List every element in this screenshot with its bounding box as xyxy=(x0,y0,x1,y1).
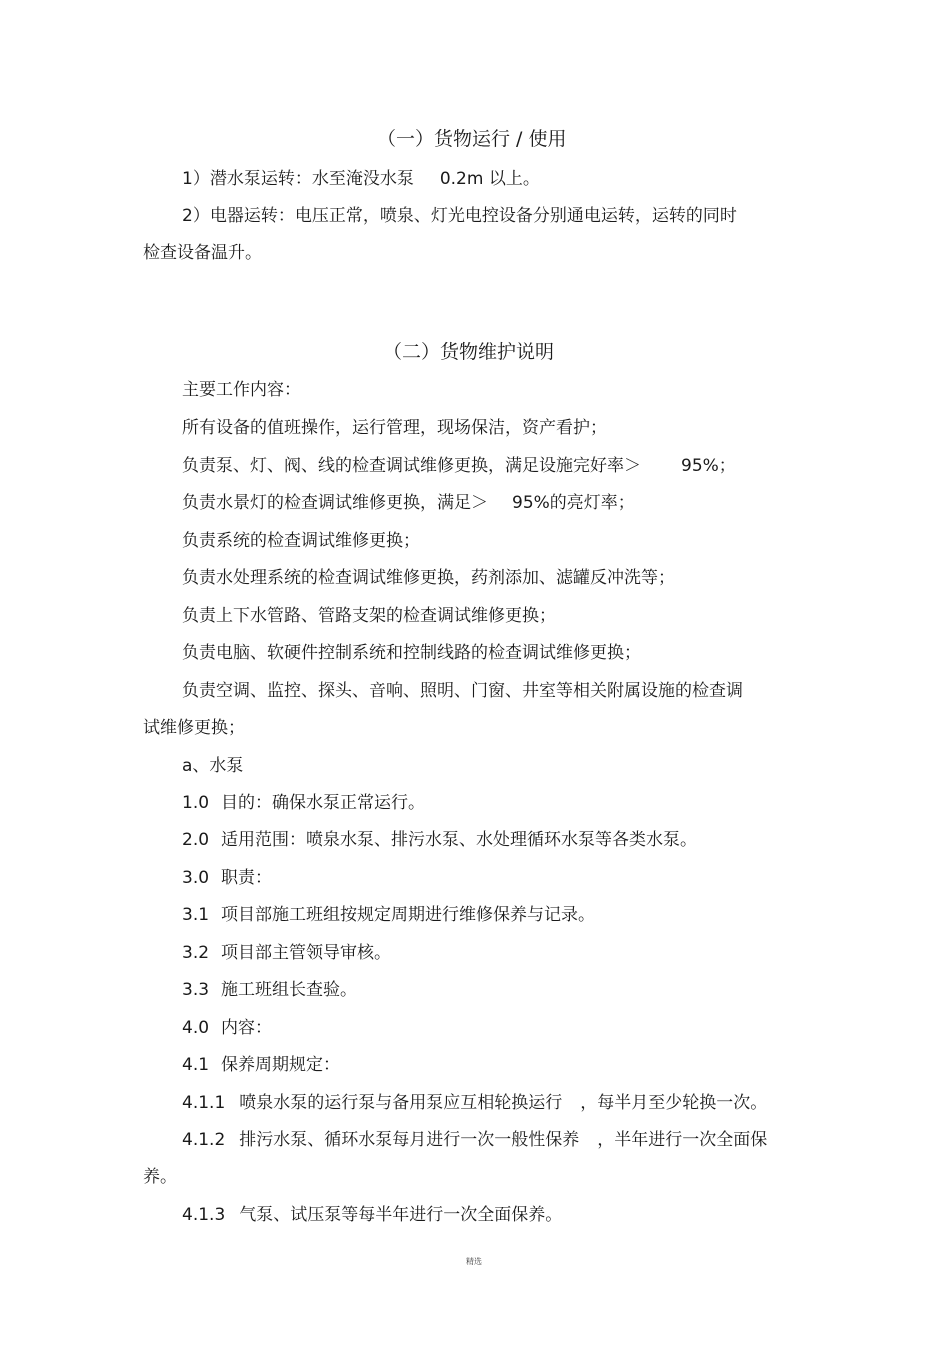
section1-item1 xyxy=(182,167,540,191)
item-text: 气泵、试压泵等每半年进行一次全面保养。 xyxy=(239,1205,563,1225)
section1-title: （一）货物运行 / 使用 xyxy=(377,128,567,150)
duty-1: 所有设备的值班操作，运行管理，现场保洁，资产看护； xyxy=(182,418,607,438)
item-number: 1.0 xyxy=(182,793,210,813)
section1-item2-line2: 检查设备温升。 xyxy=(143,243,262,263)
item-text-cont: ，每半月至少轮换一次。 xyxy=(580,1093,768,1113)
duty-7: 负责电脑、软硬件控制系统和控制线路的检查调试维修更换； xyxy=(182,643,641,663)
item-number: 3.1 xyxy=(182,905,210,925)
item-text: 职责： xyxy=(221,868,273,888)
item-text-cont: ，半年进行一次全面保 xyxy=(597,1130,768,1150)
pump-item-4-0 xyxy=(182,1016,272,1040)
pump-item-4-1-2-cont: 养。 xyxy=(143,1167,177,1187)
pump-item-4-1 xyxy=(182,1053,340,1077)
item-number: 4.1 xyxy=(182,1055,210,1075)
pump-item-2-0 xyxy=(182,828,697,852)
duty-3 xyxy=(182,491,635,515)
item-text: 目的：确保水泵正常运行。 xyxy=(221,793,426,813)
item-text: 内容： xyxy=(221,1018,273,1038)
duty-2 xyxy=(182,454,736,478)
item1-value: 0.2m 以上。 xyxy=(439,169,540,189)
item-text: 喷泉水泵的运行泵与备用泵应互相轮换运行 xyxy=(239,1093,563,1113)
item-number: 4.1.2 xyxy=(182,1130,226,1150)
duty-2-value: 95%； xyxy=(681,456,736,476)
item-number: 4.0 xyxy=(182,1018,210,1038)
item-number: 3.2 xyxy=(182,943,210,963)
duty-3-value: 95%的亮灯率； xyxy=(512,493,635,513)
item-number: 4.1.3 xyxy=(182,1205,226,1225)
item1-text: 1）潜水泵运转：水至淹没水泵 xyxy=(182,169,414,189)
duty-3-text: 负责水景灯的检查调试维修更换，满足＞ xyxy=(182,493,488,513)
section1-item2-line1: 2）电器运转：电压正常，喷泉、灯光电控设备分别通电运转，运转的同时 xyxy=(182,206,737,226)
pump-item-3-1 xyxy=(182,903,595,927)
pump-item-3-0 xyxy=(182,866,272,890)
section2-title: （二）货物维护说明 xyxy=(383,341,555,363)
item-text: 适用范围：喷泉水泵、排污水泵、水处理循环水泵等各类水泵。 xyxy=(221,830,698,850)
duty-8-line2: 试维修更换； xyxy=(143,718,245,738)
item-text: 施工班组长查验。 xyxy=(221,980,358,1000)
duty-4: 负责系统的检查调试维修更换； xyxy=(182,531,420,551)
duty-2-text: 负责泵、灯、阀、线的检查调试维修更换，满足设施完好率＞ xyxy=(182,456,641,476)
pump-item-3-3 xyxy=(182,978,357,1002)
pump-item-4-1-3 xyxy=(182,1203,562,1227)
pump-item-4-1-1 xyxy=(182,1091,767,1115)
item-number: 3.3 xyxy=(182,980,210,1000)
page-footer: 精选 xyxy=(466,1257,482,1266)
pump-heading: a、水泵 xyxy=(182,756,244,776)
item-text: 项目部主管领导审核。 xyxy=(221,943,392,963)
item-number: 4.1.1 xyxy=(182,1093,226,1113)
item-number: 2.0 xyxy=(182,830,210,850)
item-text: 排污水泵、循环水泵每月进行一次一般性保养 xyxy=(239,1130,580,1150)
item-number: 3.0 xyxy=(182,868,210,888)
pump-item-4-1-2 xyxy=(182,1128,767,1152)
item-text: 项目部施工班组按规定周期进行维修保养与记录。 xyxy=(221,905,596,925)
duty-8-line1: 负责空调、监控、探头、音响、照明、门窗、井室等相关附属设施的检查调 xyxy=(182,681,743,701)
section2-intro: 主要工作内容： xyxy=(182,380,301,400)
duty-6: 负责上下水管路、管路支架的检查调试维修更换； xyxy=(182,606,556,626)
item-text: 保养周期规定： xyxy=(221,1055,341,1075)
duty-5: 负责水处理系统的检查调试维修更换，药剂添加、滤罐反冲洗等； xyxy=(182,568,675,588)
pump-item-3-2 xyxy=(182,941,391,965)
pump-item-1-0 xyxy=(182,791,425,815)
